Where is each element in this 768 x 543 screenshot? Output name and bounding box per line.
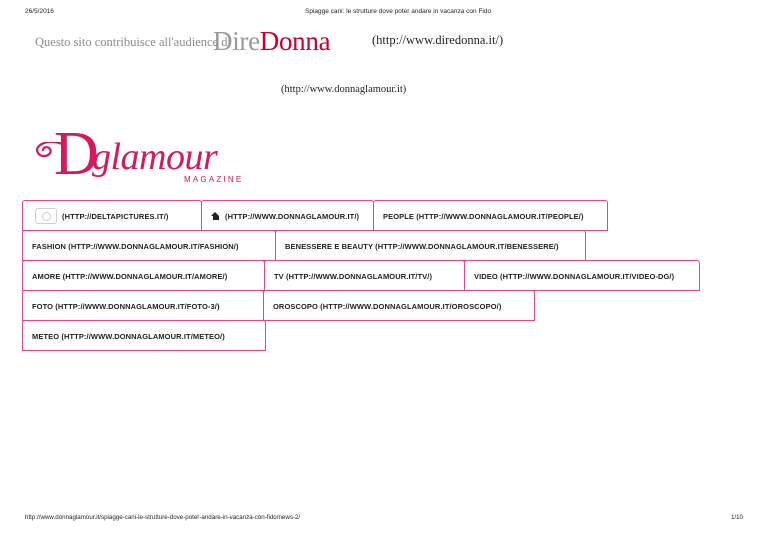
nav-item-label: PEOPLE (HTTP://WWW.DONNAGLAMOUR.IT/PEOPLE/) [383, 212, 584, 221]
nav-item-label: VIDEO (HTTP://WWW.DONNAGLAMOUR.IT/VIDEO-DG/) [474, 272, 675, 281]
home-icon [211, 212, 220, 221]
nav-item-label: METEO (HTTP://WWW.DONNAGLAMOUR.IT/METEO/) [32, 332, 225, 341]
nav-row [22, 290, 746, 321]
nav-item-people[interactable] [373, 200, 608, 231]
logo-tagline: MAGAZINE [184, 175, 244, 184]
nav-item-label: FOTO (HTTP://WWW.DONNAGLAMOUR.IT/FOTO-3/) [32, 302, 220, 311]
nav-item-meteo[interactable] [22, 320, 266, 351]
nav-item-label: TV (HTTP://WWW.DONNAGLAMOUR.IT/TV/) [274, 272, 433, 281]
print-footer-url: http://www.donnaglamour.it/spiagge-cani-le-strutture-dove-poter-andare-in-vacanza-con-fido/news-2/ [25, 514, 301, 521]
nav-item-label: AMORE (HTTP://WWW.DONNAGLAMOUR.IT/AMORE/) [32, 272, 228, 281]
nav-item-label: OROSCOPO (HTTP://WWW.DONNAGLAMOUR.IT/OROSCOPO/) [273, 302, 502, 311]
audience-banner [0, 26, 768, 62]
nav-item-label: (HTTP://DELTAPICTURES.IT/) [62, 212, 169, 221]
print-date: 26/5/2016 [25, 8, 54, 15]
nav-item-amore[interactable] [22, 260, 265, 291]
nav-item-label: (HTTP://WWW.DONNAGLAMOUR.IT/) [225, 212, 360, 221]
audience-text: Questo sito contribuisce all'audience di [35, 35, 231, 49]
nav-item-label: BENESSERE E BEAUTY (HTTP://WWW.DONNAGLAMOUR.IT/BENESSERE/) [285, 242, 559, 251]
print-footer-page: 1/10 [730, 514, 743, 521]
print-header [0, 8, 768, 22]
nav-item-tv[interactable] [264, 260, 465, 291]
print-footer [0, 514, 768, 526]
nav-item-fashion[interactable] [22, 230, 276, 261]
nav-item-video[interactable] [464, 260, 700, 291]
nav-row [22, 320, 746, 351]
diredonna-logo-dire: Dire [213, 26, 260, 56]
donnaglamour-url-line[interactable]: (http://www.donnaglamour.it) [281, 84, 407, 95]
logo-wordmark: glamour [92, 136, 218, 178]
diredonna-link[interactable]: (http://www.diredonna.it/) [372, 33, 504, 47]
nav-row [22, 260, 746, 291]
nav-row [22, 200, 746, 231]
nav-item-deltapictures[interactable] [22, 200, 202, 231]
camera-icon [35, 208, 57, 224]
logo-letter-d: D [54, 120, 99, 188]
nav-item-label: FASHION (HTTP://WWW.DONNAGLAMOUR.IT/FASHION/) [32, 242, 239, 251]
nav-item-foto[interactable] [22, 290, 264, 321]
print-document-title: Spiagge cani: le strutture dove poter andare in vacanza con Fido [305, 8, 492, 15]
diredonna-logo [213, 26, 330, 57]
nav-item-oroscopo[interactable] [263, 290, 535, 321]
diredonna-logo-donna: Donna [259, 26, 331, 56]
nav-row [22, 230, 746, 261]
main-navigation [22, 200, 746, 355]
nav-item-home[interactable] [201, 200, 374, 231]
site-logo[interactable] [36, 120, 266, 190]
nav-item-benessere-beauty[interactable] [275, 230, 586, 261]
